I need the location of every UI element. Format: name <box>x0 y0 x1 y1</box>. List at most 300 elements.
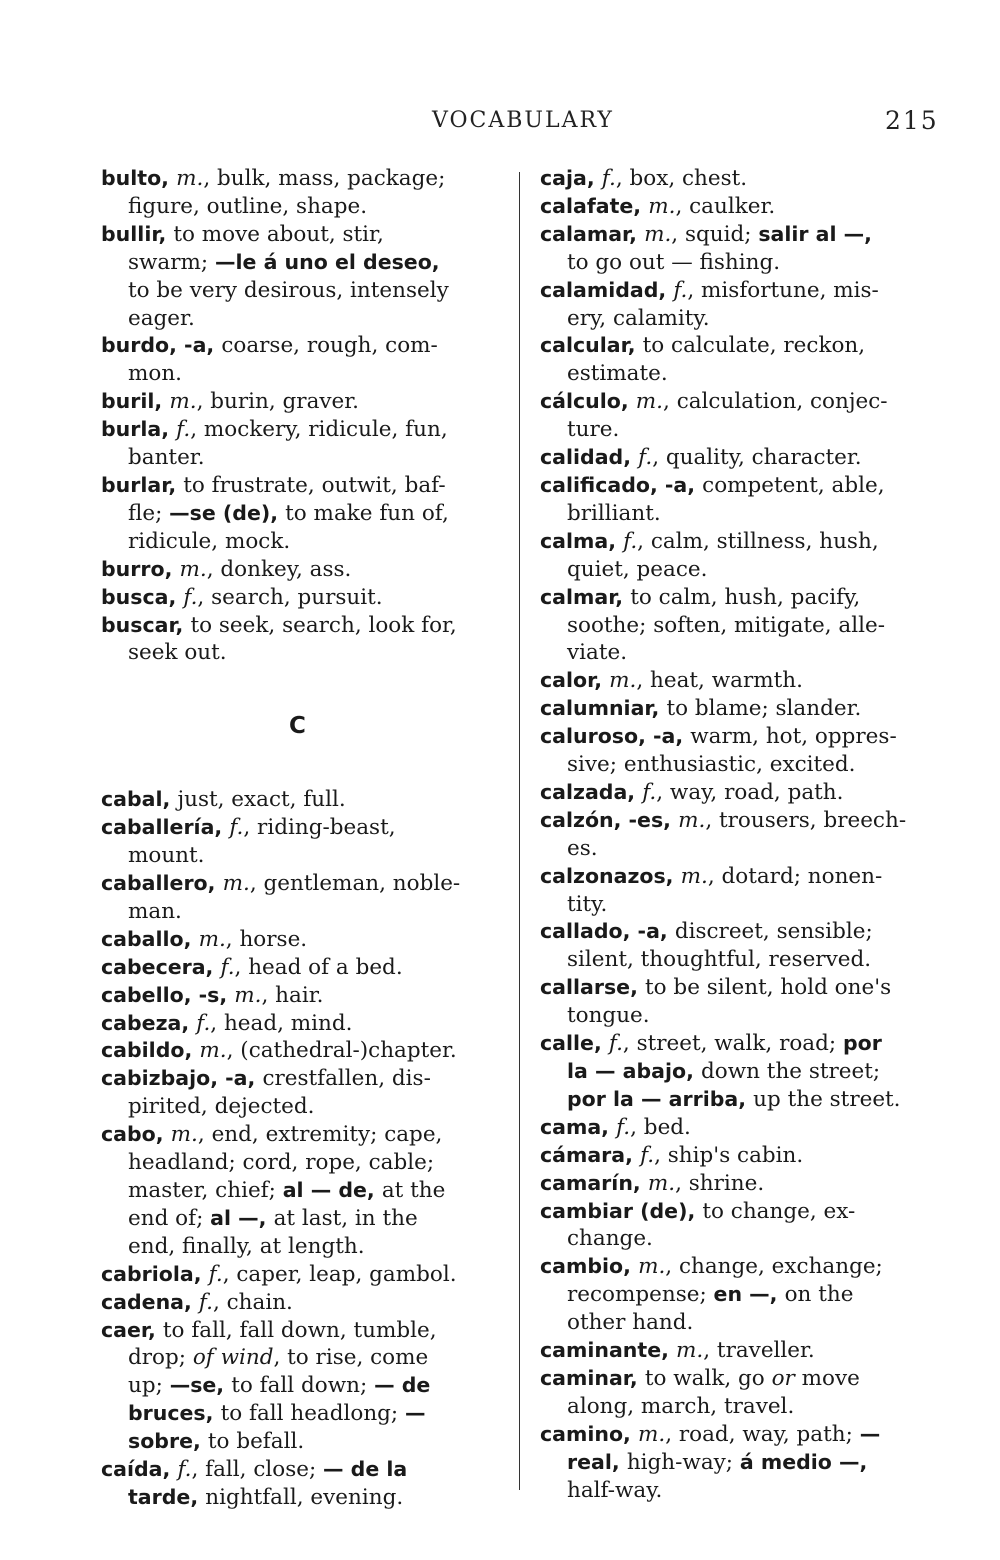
entry-line <box>101 954 506 982</box>
grammar-label: m. <box>169 389 197 415</box>
entry-line <box>101 221 506 249</box>
definition-text: , (cathedral-)chapter. <box>226 1038 457 1064</box>
definition-text: to go out — fishing. <box>567 249 781 275</box>
definition-text: , road, way, path; <box>665 1421 860 1447</box>
headword: calor, <box>540 668 610 693</box>
entry-line <box>540 556 945 584</box>
headword: cabello, -s, <box>101 982 235 1007</box>
definition-text: to be silent, hold one's <box>645 975 892 1001</box>
entry-line <box>540 444 945 472</box>
headword: caminar, <box>540 1365 645 1390</box>
entry-line <box>101 898 506 926</box>
definition-text: , head of a bed. <box>234 954 403 980</box>
definition-text: seek out. <box>128 640 227 666</box>
headword: cabriola, <box>101 1261 209 1286</box>
definition-text: to be very desirous, intensely <box>128 277 449 303</box>
definition-text: master, chief; <box>128 1178 283 1203</box>
definition-text: , end, extremity; cape, <box>197 1122 443 1148</box>
headword: á medio —, <box>739 1449 868 1474</box>
definition-text: , to rise, come <box>273 1345 429 1371</box>
definition-text: , head, mind. <box>210 1010 353 1036</box>
definition-text: , dotard; nonen- <box>707 863 883 889</box>
definition-text: to fall, fall down, tumble, <box>162 1317 437 1343</box>
grammar-label: m. <box>199 1038 227 1064</box>
headword: calcular, <box>540 333 643 358</box>
entry-line <box>540 1337 945 1365</box>
entry-line <box>101 1121 506 1149</box>
definition-text: banter. <box>128 445 205 471</box>
entry-line <box>540 1449 945 1477</box>
headword: tarde, <box>128 1484 206 1509</box>
entry-line <box>101 1344 506 1372</box>
definition-text: , bed. <box>630 1114 691 1140</box>
definition-text: ery, calamity. <box>567 305 710 331</box>
headword: burdo, -a, <box>101 333 222 358</box>
grammar-label: f. <box>601 166 616 191</box>
headword: callado, -a, <box>540 919 675 944</box>
headword: cabeza, <box>101 1010 197 1035</box>
entry-line <box>101 305 506 333</box>
headword: bulto, <box>101 166 177 190</box>
entry-line <box>101 332 506 360</box>
headword: sobre, <box>128 1429 208 1454</box>
entry-line <box>540 193 945 221</box>
definition-text: to make fun of, <box>285 500 449 526</box>
entry-line <box>540 388 945 416</box>
definition-text: move <box>794 1365 860 1391</box>
grammar-label: m. <box>170 1122 198 1148</box>
definition-text: , fall, close; <box>191 1457 324 1483</box>
entry-line <box>540 779 945 807</box>
entry-line <box>101 870 506 898</box>
entry-line <box>540 639 945 667</box>
grammar-label: f. <box>673 277 688 303</box>
headword: cabo, <box>101 1122 171 1147</box>
definition-text: other hand. <box>567 1310 694 1336</box>
definition-text: , ship's cabin. <box>654 1142 804 1168</box>
entry-line <box>540 1477 945 1505</box>
grammar-label: m. <box>234 982 262 1008</box>
entry-line <box>540 863 945 891</box>
entry-line <box>540 472 945 500</box>
definition-text: , mockery, ridicule, fun, <box>190 417 448 443</box>
definition-text: , chain. <box>212 1289 293 1315</box>
headword: calma, <box>540 528 624 553</box>
entry-line <box>101 1233 506 1261</box>
definition-text: swarm; <box>128 249 215 275</box>
definition-text: fle; <box>128 500 170 526</box>
entry-line <box>101 1037 506 1065</box>
entry-line <box>101 388 506 416</box>
entry-line <box>540 1198 945 1226</box>
entry-line <box>540 165 945 193</box>
headword: salir al —, <box>758 221 872 246</box>
headword: cabal, <box>101 787 178 812</box>
headword: cadena, <box>101 1289 199 1314</box>
definition-text: pirited, dejected. <box>128 1094 315 1120</box>
headword: calzada, <box>540 779 643 804</box>
entry-line <box>101 556 506 584</box>
entry-line <box>540 1309 945 1337</box>
headword: —se (de), <box>169 500 286 525</box>
grammar-label: m. <box>198 926 226 952</box>
headword: al —, <box>210 1205 274 1230</box>
headword: —se, <box>169 1373 232 1398</box>
headword: cabizbajo, -a, <box>101 1066 263 1091</box>
headword: cama, <box>540 1114 617 1139</box>
entry-line <box>101 1372 506 1400</box>
grammar-label: f. <box>183 584 198 610</box>
entry-line <box>101 612 506 640</box>
headword: caballero, <box>101 871 223 896</box>
definition-text: tongue. <box>567 1003 650 1029</box>
definition-text: warm, hot, oppres- <box>690 724 897 750</box>
definition-text: , search, pursuit. <box>197 584 383 610</box>
headword: caballo, <box>101 926 199 951</box>
definition-text: on the <box>784 1282 854 1308</box>
headword: burro, <box>101 556 180 581</box>
definition-text: soothe; soften, mitigate, alle- <box>567 612 885 638</box>
grammar-label: f. <box>220 954 235 980</box>
headword: cálculo, <box>540 389 636 414</box>
entry-line <box>540 1225 945 1253</box>
entry-line <box>540 305 945 333</box>
entry-line <box>540 1030 945 1058</box>
entry-line <box>101 639 506 667</box>
entry-line <box>540 360 945 388</box>
definition-text: mon. <box>128 361 183 387</box>
definition-text: end, finally, at length. <box>128 1233 365 1259</box>
entry-line <box>101 982 506 1010</box>
entry-line <box>540 1365 945 1393</box>
definition-text: high-way; <box>626 1449 740 1475</box>
headword: bruces, <box>128 1401 221 1426</box>
definition-text: coarse, rough, com- <box>221 333 438 359</box>
entry-line <box>540 612 945 640</box>
definition-text: , donkey, ass. <box>206 556 352 582</box>
headword: cabecera, <box>101 954 221 979</box>
headword: calzonazos, <box>540 863 681 888</box>
headword: busca, <box>101 584 184 609</box>
definition-text: up the street. <box>753 1086 901 1112</box>
definition-text: headland; cord, rope, cable; <box>128 1150 435 1176</box>
definition-text: crestfallen, dis- <box>262 1066 431 1092</box>
grammar-label: f. <box>229 815 244 841</box>
entry-line <box>101 1428 506 1456</box>
headword: caja, <box>540 166 602 190</box>
definition-text: change. <box>567 1226 653 1252</box>
definition-text: , gentleman, noble- <box>249 871 461 897</box>
grammar-label: f. <box>176 417 191 443</box>
headword: callarse, <box>540 975 646 1000</box>
headword: caer, <box>101 1317 163 1342</box>
definition-text: end of; <box>128 1205 211 1231</box>
grammar-label: f. <box>640 1142 655 1168</box>
definition-text: , shrine. <box>675 1170 765 1196</box>
headword: cámara, <box>540 1142 641 1167</box>
grammar-label: m. <box>609 668 637 694</box>
grammar-label: m. <box>647 1170 676 1196</box>
definition-text: , caulker. <box>675 193 776 219</box>
definition-text: , caper, leap, gambol. <box>222 1261 457 1287</box>
definition-text: to move about, stir, <box>173 221 384 247</box>
definition-text: man. <box>128 898 182 924</box>
headword: camino, <box>540 1421 638 1446</box>
definition-text: to fall down; <box>231 1373 375 1399</box>
definition-text: , heat, warmth. <box>636 668 803 694</box>
headword: caballería, <box>101 815 230 840</box>
entry-line <box>101 193 506 221</box>
entry-line <box>540 584 945 612</box>
entry-line <box>101 1400 506 1428</box>
entry-line <box>101 472 506 500</box>
grammar-label: f. <box>196 1010 211 1036</box>
entry-line <box>101 1261 506 1289</box>
definition-text: brilliant. <box>567 500 661 526</box>
definition-text: , calm, stillness, hush, <box>637 528 879 554</box>
definition-text: along, march, travel. <box>567 1393 795 1419</box>
definition-text: quiet, peace. <box>567 556 708 582</box>
definition-text: sive; enthusiastic, excited. <box>567 752 856 778</box>
definition-text: ture. <box>567 417 620 443</box>
definition-text: , change, exchange; <box>665 1254 883 1280</box>
entry-line <box>101 249 506 277</box>
headword: calumniar, <box>540 696 667 721</box>
definition-text: , street, walk, road; <box>622 1031 843 1057</box>
headword: al — de, <box>282 1178 382 1202</box>
definition-text: mount. <box>128 843 205 869</box>
definition-text: to frustrate, outwit, baf- <box>183 472 446 498</box>
entry-line <box>540 1393 945 1421</box>
definition-text: , trousers, breech- <box>705 807 907 833</box>
definition-text: to befall. <box>207 1429 305 1455</box>
entry-line <box>101 926 506 954</box>
definition-text: at the <box>381 1178 446 1203</box>
definition-text: , hair. <box>261 982 324 1008</box>
definition-text: recompense; <box>567 1282 714 1308</box>
definition-text: , box, chest. <box>615 166 748 191</box>
grammar-label: f. <box>198 1289 213 1315</box>
entry-line <box>101 1317 506 1345</box>
definition-text: half-way. <box>567 1477 663 1503</box>
entry-line <box>101 814 506 842</box>
headword: bullir, <box>101 221 174 246</box>
entry-line <box>101 1093 506 1121</box>
entry-line <box>101 1065 506 1093</box>
entry-line <box>540 1253 945 1281</box>
section-letter: C <box>289 713 306 740</box>
grammar-label: m. <box>637 1421 666 1447</box>
definition-text: silent, thoughtful, reserved. <box>567 947 872 973</box>
entry-line <box>540 1002 945 1030</box>
grammar-label: f. <box>608 1031 623 1057</box>
grammar-label: m. <box>678 807 706 833</box>
entry-line <box>540 891 945 919</box>
grammar-label: m. <box>638 1254 666 1280</box>
headword: caminante, <box>540 1338 677 1363</box>
left-column <box>101 165 506 1512</box>
headword: calamar, <box>540 221 645 246</box>
definition-text: just, exact, full. <box>177 787 346 813</box>
entry-line <box>540 277 945 305</box>
entry-line <box>540 1086 945 1114</box>
headword: real, <box>567 1449 627 1474</box>
entry-line <box>540 416 945 444</box>
running-title: VOCABULARY <box>432 108 614 133</box>
entry-line <box>540 249 945 277</box>
definition-text: figure, outline, shape. <box>128 193 368 219</box>
headword: caluroso, -a, <box>540 724 691 749</box>
definition-text: , traveller. <box>703 1338 815 1364</box>
entry-line <box>540 807 945 835</box>
entry-line <box>540 1281 945 1309</box>
entry-line <box>101 500 506 528</box>
left-entries-c <box>101 786 506 1512</box>
entry-line <box>540 667 945 695</box>
right-column <box>540 165 945 1505</box>
entry-line <box>540 332 945 360</box>
grammar-label: m. <box>648 193 676 219</box>
headword: buril, <box>101 389 170 414</box>
left-entries-b <box>101 165 506 667</box>
entry-line <box>540 918 945 946</box>
definition-text: up; <box>128 1373 170 1399</box>
grammar-label: m. <box>222 871 250 897</box>
grammar-label: f. <box>623 528 638 554</box>
definition-text: down the street; <box>701 1059 881 1084</box>
headword: — de <box>374 1373 431 1398</box>
definition-text: , quality, character. <box>652 445 862 471</box>
headword: cabildo, <box>101 1038 200 1063</box>
definition-text: , burin, graver. <box>196 389 360 415</box>
entry-line <box>540 1142 945 1170</box>
definition-text: to change, ex- <box>702 1198 856 1224</box>
definition-text: , squid; <box>671 221 759 247</box>
headword: calzón, -es, <box>540 807 679 832</box>
grammar-label: m. <box>644 221 672 247</box>
grammar-label: m. <box>680 863 708 889</box>
entry-line <box>101 360 506 388</box>
headword: — de la <box>323 1457 408 1482</box>
definition-text: discreet, sensible; <box>674 919 873 945</box>
definition-text: , way, road, path. <box>656 779 844 805</box>
definition-text: , calculation, conjec- <box>663 389 888 415</box>
headword: burlar, <box>101 472 184 497</box>
entry-line <box>101 786 506 814</box>
definition-text: nightfall, evening. <box>205 1484 404 1510</box>
headword: — <box>859 1421 881 1446</box>
grammar-label: of wind <box>192 1345 274 1371</box>
grammar-label: or <box>771 1365 795 1391</box>
entry-line <box>101 1289 506 1317</box>
headword: calmar, <box>540 584 631 609</box>
entry-line <box>540 1170 945 1198</box>
grammar-label: f. <box>177 1457 192 1483</box>
definition-text: to seek, search, look for, <box>190 612 457 638</box>
entry-line <box>101 165 506 193</box>
grammar-label: f. <box>638 445 653 471</box>
definition-text: to calculate, reckon, <box>642 333 866 359</box>
definition-text: drop; <box>128 1345 193 1371</box>
entry-line <box>540 500 945 528</box>
entry-line <box>540 835 945 863</box>
headword: calamidad, <box>540 277 674 302</box>
headword: calificado, -a, <box>540 472 703 497</box>
entry-line <box>540 974 945 1002</box>
definition-text: eager. <box>128 305 195 331</box>
grammar-label: f. <box>208 1261 223 1287</box>
entry-line <box>540 528 945 556</box>
entry-line <box>101 528 506 556</box>
definition-text: viate. <box>567 640 628 666</box>
headword: burla, <box>101 417 177 442</box>
grammar-label: f. <box>616 1114 631 1140</box>
definition-text: to calm, hush, pacify, <box>630 584 861 610</box>
headword: buscar, <box>101 612 191 637</box>
column-divider <box>519 172 520 1490</box>
headword: por la — arriba, <box>567 1086 754 1111</box>
grammar-label: f. <box>642 779 657 805</box>
headword: cambio, <box>540 1254 639 1279</box>
right-entries <box>540 165 945 1505</box>
headword: por <box>842 1031 882 1056</box>
entry-line <box>101 1010 506 1038</box>
definition-text: to walk, go <box>644 1365 772 1391</box>
entry-line <box>540 1421 945 1449</box>
headword: camarín, <box>540 1170 648 1195</box>
entry-line <box>101 1177 506 1205</box>
definition-text: to fall headlong; <box>220 1401 406 1427</box>
headword: — <box>405 1401 426 1426</box>
entry-line <box>540 946 945 974</box>
page-number: 215 <box>885 106 939 135</box>
entry-line <box>101 1484 506 1512</box>
entry-line <box>540 1058 945 1086</box>
entry-line <box>101 416 506 444</box>
grammar-label: m. <box>176 166 204 191</box>
definition-text: , riding-beast, <box>243 815 396 841</box>
headword: calidad, <box>540 445 639 470</box>
definition-text: ridicule, mock. <box>128 528 291 554</box>
entry-line <box>101 1205 506 1233</box>
entry-line <box>540 221 945 249</box>
headword: —le á uno el deseo, <box>215 249 440 274</box>
headword: cambiar (de), <box>540 1198 703 1223</box>
definition-text: , bulk, mass, package; <box>203 166 446 191</box>
grammar-label: m. <box>676 1338 704 1364</box>
entry-line <box>540 723 945 751</box>
definition-text: , horse. <box>225 926 308 952</box>
headword: caída, <box>101 1457 178 1482</box>
entry-line <box>101 444 506 472</box>
headword: en —, <box>713 1282 785 1307</box>
entry-line <box>540 695 945 723</box>
headword: calafate, <box>540 193 649 218</box>
grammar-label: m. <box>635 389 664 415</box>
entry-line <box>101 842 506 870</box>
headword: calle, <box>540 1031 609 1056</box>
entry-line <box>101 1456 506 1484</box>
definition-text: tity. <box>567 891 608 917</box>
grammar-label: m. <box>179 556 207 582</box>
definition-text: , misfortune, mis- <box>687 277 879 303</box>
entry-line <box>540 751 945 779</box>
headword: la — abajo, <box>567 1059 702 1083</box>
definition-text: competent, able, <box>702 472 885 498</box>
definition-text: estimate. <box>567 361 668 387</box>
page-header <box>0 108 1000 138</box>
definition-text: es. <box>567 835 598 861</box>
